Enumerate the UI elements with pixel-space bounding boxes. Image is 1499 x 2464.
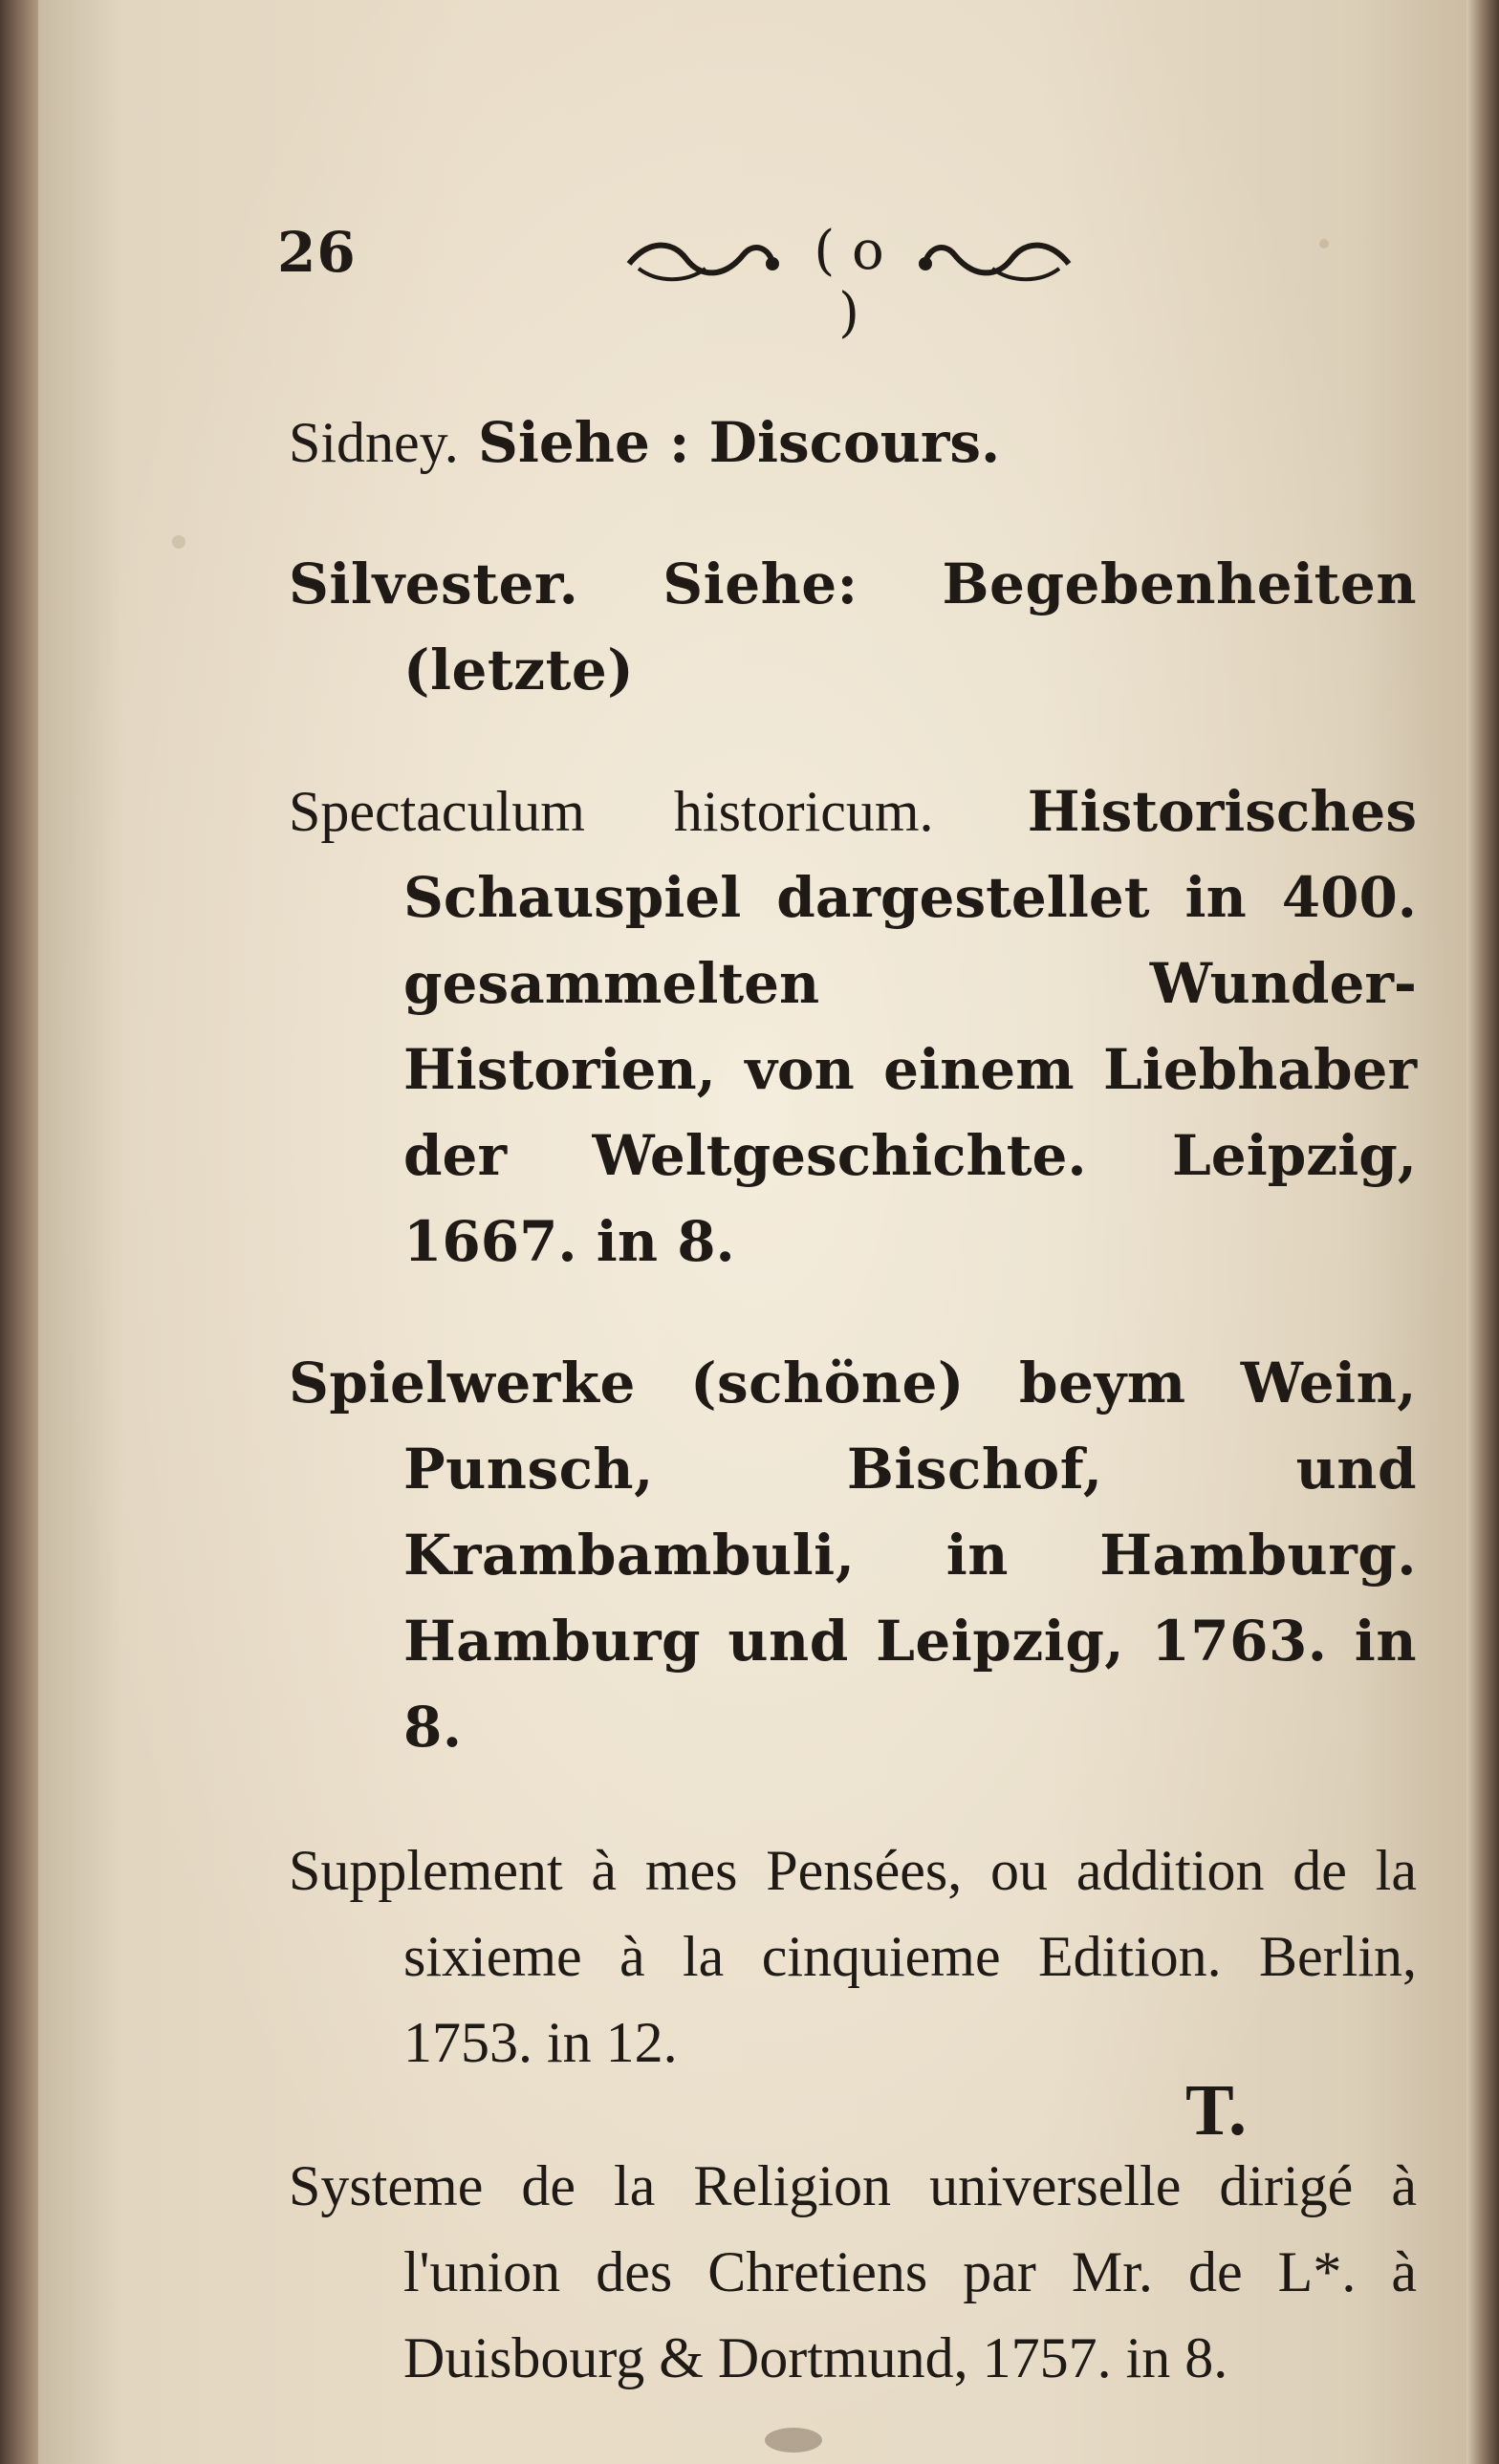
page-number: 26 [277, 220, 357, 285]
entry-fraktur-text: Historisches Schauspiel dargestellet in 400. gesammelten Wunder-Historien, von einem Liebhaber der Weltgeschichte. Leipzig, 1667. in 8. [403, 779, 1417, 1274]
entry-systeme: Systeme de la Religion universelle dirigé à l'union des Chretiens par Mr. de L*. à Duisbourg & Dortmund, 1757. in 8. [289, 2154, 1417, 2389]
entry-spectaculum [289, 768, 1417, 1285]
entry-supplement: Supplement à mes Pensées, ou addition de la sixieme à la cinquieme Edition. Berlin, 1753. in 12. [289, 1839, 1417, 2074]
entry-spielwerke: Spielwerke (schöne) beym Wein, Punsch, Bischof, und Krambambuli, in Hamburg. Hamburg und Leipzig, 1763. in 8. [289, 1351, 1417, 1760]
paper-speck [172, 535, 185, 549]
paper-speck [765, 2428, 822, 2453]
catchword: T. [1185, 2070, 1248, 2151]
ornament-label: ( o ) [814, 220, 884, 344]
entry-latin-text: Sidney. [289, 411, 459, 474]
bibliography-entries [289, 344, 1417, 2414]
entry-silvester: Silvester. Siehe: Begebenheiten (letzte) [289, 551, 1417, 702]
page-header [38, 220, 1468, 344]
header-ornament [619, 220, 1078, 344]
entry-latin-text: Spectaculum historicum. [289, 780, 934, 843]
page-edge [1466, 0, 1499, 2464]
book-page [38, 0, 1468, 2464]
entry-fraktur-text: Siehe : Discours. [458, 410, 1001, 475]
book-binding [0, 0, 40, 2464]
entry-sidney [289, 400, 1417, 486]
